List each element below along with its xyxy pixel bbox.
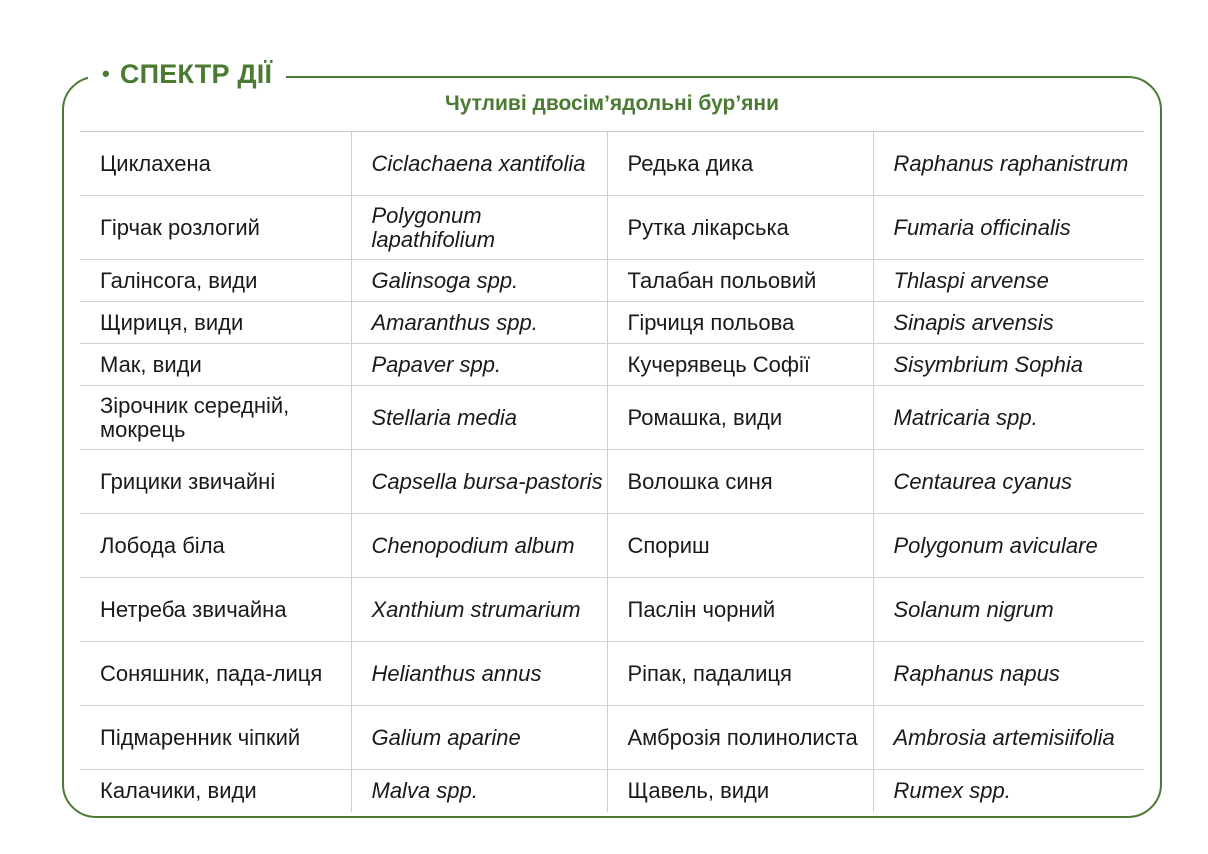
latin-name-cell: Capsella bursa-pastoris [351, 450, 607, 514]
section-heading [88, 56, 286, 92]
table-row [80, 386, 1144, 450]
latin-name-cell: Raphanus raphanistrum [873, 132, 1144, 196]
latin-name-cell: Matricaria spp. [873, 386, 1144, 450]
table-row [80, 578, 1144, 642]
common-name-cell: Амброзія полинолиста [607, 706, 873, 770]
table-row [80, 514, 1144, 578]
latin-name-cell: Rumex spp. [873, 770, 1144, 812]
latin-name-cell: Galinsoga spp. [351, 260, 607, 302]
common-name-cell: Грицики звичайні [80, 450, 351, 514]
common-name-cell: Талабан польовий [607, 260, 873, 302]
latin-name-cell: Polygonum aviculare [873, 514, 1144, 578]
latin-name-cell: Raphanus napus [873, 642, 1144, 706]
latin-name-cell: Stellaria media [351, 386, 607, 450]
common-name-cell: Лобода біла [80, 514, 351, 578]
common-name-cell: Підмаренник чіпкий [80, 706, 351, 770]
table-row [80, 770, 1144, 812]
common-name-cell: Волошка синя [607, 450, 873, 514]
bullet-icon: • [102, 61, 110, 86]
section-title: СПЕКТР ДІЇ [119, 58, 273, 89]
weeds-table [80, 131, 1144, 812]
table-row [80, 132, 1144, 196]
latin-name-cell: Helianthus annus [351, 642, 607, 706]
common-name-cell: Галінсога, види [80, 260, 351, 302]
common-name-cell: Паслін чорний [607, 578, 873, 642]
common-name-cell: Кучерявець Софії [607, 344, 873, 386]
table-row [80, 196, 1144, 260]
common-name-cell: Гірчак розлогий [80, 196, 351, 260]
latin-name-cell: Centaurea cyanus [873, 450, 1144, 514]
table-row [80, 344, 1144, 386]
table-row [80, 260, 1144, 302]
common-name-cell: Редька дика [607, 132, 873, 196]
common-name-cell: Циклахена [80, 132, 351, 196]
common-name-cell: Зірочник середній, мокрець [80, 386, 351, 450]
latin-name-cell: Malva spp. [351, 770, 607, 812]
table-subtitle: Чутливі двосім’ядольні бур’яни [444, 92, 780, 115]
table-row [80, 302, 1144, 344]
latin-name-cell: Sinapis arvensis [873, 302, 1144, 344]
latin-name-cell: Fumaria officinalis [873, 196, 1144, 260]
common-name-cell: Гірчиця польова [607, 302, 873, 344]
latin-name-cell: Amaranthus spp. [351, 302, 607, 344]
latin-name-cell: Chenopodium album [351, 514, 607, 578]
latin-name-cell: Sisymbrium Sophia [873, 344, 1144, 386]
common-name-cell: Ромашка, види [607, 386, 873, 450]
latin-name-cell: Papaver spp. [351, 344, 607, 386]
common-name-cell: Щавель, види [607, 770, 873, 812]
table-row [80, 450, 1144, 514]
latin-name-cell: Xanthium strumarium [351, 578, 607, 642]
latin-name-cell: Ciclachaena xantifolia [351, 132, 607, 196]
common-name-cell: Мак, види [80, 344, 351, 386]
latin-name-cell: Polygonum lapathifolium [351, 196, 607, 260]
common-name-cell: Спориш [607, 514, 873, 578]
common-name-cell: Соняшник, пада-лиця [80, 642, 351, 706]
table-row [80, 706, 1144, 770]
common-name-cell: Щириця, види [80, 302, 351, 344]
latin-name-cell: Galium aparine [351, 706, 607, 770]
table-row [80, 642, 1144, 706]
common-name-cell: Ріпак, падалиця [607, 642, 873, 706]
common-name-cell: Калачики, види [80, 770, 351, 812]
latin-name-cell: Ambrosia artemisiifolia [873, 706, 1144, 770]
common-name-cell: Рутка лікарська [607, 196, 873, 260]
latin-name-cell: Thlaspi arvense [873, 260, 1144, 302]
common-name-cell: Нетреба звичайна [80, 578, 351, 642]
latin-name-cell: Solanum nigrum [873, 578, 1144, 642]
